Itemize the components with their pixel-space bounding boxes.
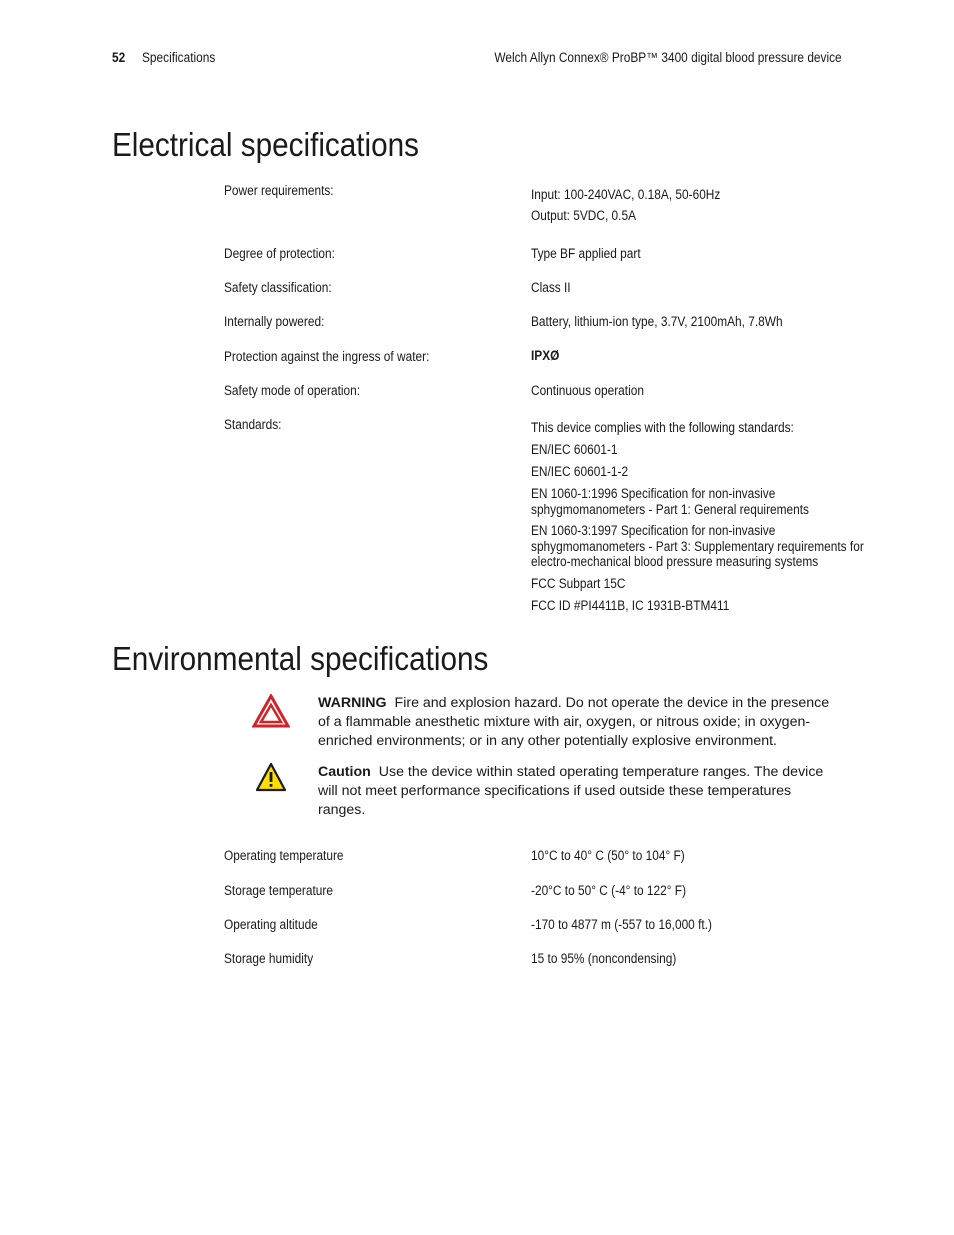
- power-requirements-label: Power requirements:: [224, 183, 334, 198]
- standard-item: FCC Subpart 15C: [531, 576, 626, 591]
- caution-notice: [318, 763, 838, 820]
- water-ingress-value: IPXØ: [531, 348, 560, 363]
- standards-intro: This device complies with the following standards:: [531, 420, 794, 435]
- degree-of-protection-label: Degree of protection:: [224, 246, 335, 261]
- power-output-value: Output: 5VDC, 0.5A: [531, 208, 636, 223]
- safety-mode-label: Safety mode of operation:: [224, 383, 361, 398]
- standard-item: EN 1060-3:1997 Specification for non-invasive sphygmomanometers - Part 3: Supplementary requirements for electro-mechanical blood pressure measuring systems: [531, 523, 864, 569]
- operating-temperature-value: 10°C to 40° C (50° to 104° F): [531, 848, 685, 863]
- standards-label: Standards:: [224, 417, 282, 432]
- degree-of-protection-value: Type BF applied part: [531, 246, 641, 261]
- environmental-specifications-heading: Environmental specifications: [112, 640, 489, 677]
- operating-temperature-label: Operating temperature: [224, 848, 344, 863]
- storage-humidity-value: 15 to 95% (noncondensing): [531, 951, 677, 966]
- caution-text: Use the device within stated operating temperature ranges. The device will not meet performance specifications if used outside these temperatures ranges.: [318, 764, 824, 818]
- internally-powered-value: Battery, lithium-ion type, 3.7V, 2100mAh, 7.8Wh: [531, 314, 783, 329]
- warning-notice: [318, 694, 838, 751]
- warning-keyword: WARNING: [318, 695, 387, 711]
- standard-item: EN 1060-1:1996 Specification for non-invasive sphygmomanometers - Part 1: General requirements: [531, 486, 809, 517]
- caution-triangle-icon: [255, 762, 287, 797]
- storage-temperature-value: -20°C to 50° C (-4° to 122° F): [531, 883, 687, 898]
- page-number: 52: [112, 50, 126, 65]
- running-section-name: Specifications: [142, 50, 216, 65]
- standard-item: FCC ID #PI4411B, IC 1931B-BTM411: [531, 598, 730, 613]
- warning-text: Fire and explosion hazard. Do not operate the device in the presence of a flammable anesthetic mixture with air, oxygen, or nitrous oxide; in oxygen-enriched environments; or in any other potentially explosive environment.: [318, 695, 830, 749]
- safety-mode-value: Continuous operation: [531, 383, 644, 398]
- standard-item: EN/IEC 60601-1-2: [531, 464, 629, 479]
- safety-classification-label: Safety classification:: [224, 280, 332, 295]
- caution-keyword: Caution: [318, 764, 371, 780]
- water-ingress-label: Protection against the ingress of water:: [224, 349, 430, 364]
- storage-humidity-label: Storage humidity: [224, 951, 314, 966]
- internally-powered-label: Internally powered:: [224, 314, 325, 329]
- running-document-title: Welch Allyn Connex® ProBP™ 3400 digital blood pressure device: [494, 50, 842, 65]
- storage-temperature-label: Storage temperature: [224, 883, 333, 898]
- warning-triangle-icon: [252, 694, 290, 733]
- safety-classification-value: Class II: [531, 280, 571, 295]
- operating-altitude-value: -170 to 4877 m (-557 to 16,000 ft.): [531, 917, 712, 932]
- operating-altitude-label: Operating altitude: [224, 917, 318, 932]
- standard-item: EN/IEC 60601-1: [531, 442, 618, 457]
- electrical-specifications-heading: Electrical specifications: [112, 126, 420, 163]
- power-input-value: Input: 100-240VAC, 0.18A, 50-60Hz: [531, 187, 721, 202]
